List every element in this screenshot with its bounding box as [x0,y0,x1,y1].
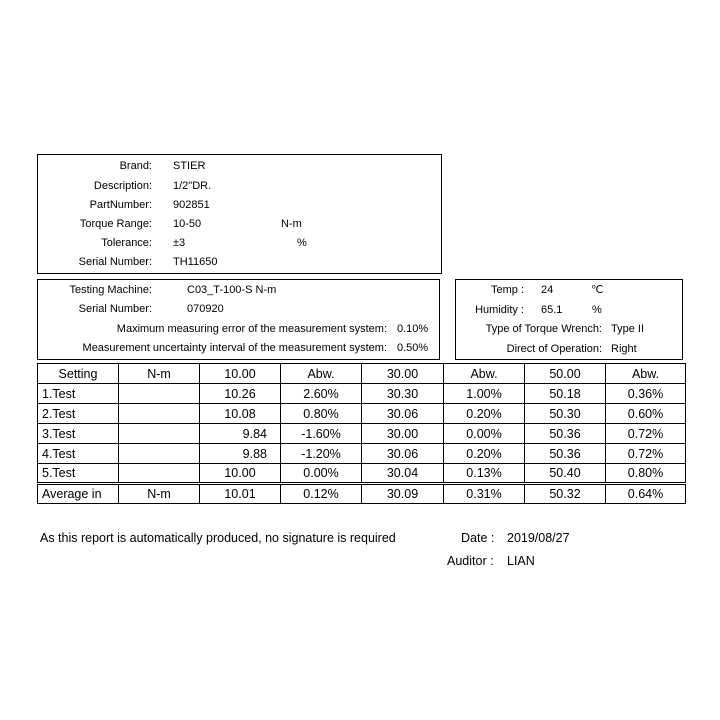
table-cell: 0.72% [606,444,686,464]
test-label-cell: 3.Test [38,424,119,444]
table-cell: 0.00% [444,424,525,444]
uncertainty-value: 0.50% [397,342,429,354]
results-table [37,363,686,504]
header-cell: Abw. [444,364,525,384]
humidity-unit: % [592,304,602,316]
direction-label: Direct of Operation: [506,343,602,355]
table-cell: 0.20% [444,444,525,464]
average-label-cell: Average in [38,484,119,504]
header-cell: Abw. [606,364,686,384]
table-cell: 10.08 [200,404,281,424]
table-cell: 0.36% [606,384,686,404]
torque-range-value: 10-50 [173,218,202,230]
wrench-type-label: Type of Torque Wrench: [485,323,602,335]
table-cell: 1.00% [444,384,525,404]
table-cell: 10.00 [200,464,281,484]
average-cell: 0.64% [606,484,686,504]
serial-number-value: TH11650 [173,256,218,268]
tolerance-value: ±3 [173,237,186,249]
machine-serial-value: 070920 [187,303,224,315]
test-label-cell: 2.Test [38,404,119,424]
table-cell: 50.36 [525,444,606,464]
table-cell: 0.20% [444,404,525,424]
table-cell: 0.60% [606,404,686,424]
tolerance-label: Tolerance: [101,237,152,249]
table-cell: 0.80% [281,404,362,424]
table-header-row [38,364,686,384]
table-cell: 9.84 [200,424,281,444]
header-cell: Abw. [281,364,362,384]
test-label-cell: 1.Test [38,384,119,404]
table-cell: 0.72% [606,424,686,444]
wrench-type-value: Type II [611,323,645,335]
auto-report-note: As this report is automatically produced, no signature is required [40,531,396,545]
average-cell: 10.01 [200,484,281,504]
torque-range-label: Torque Range: [79,218,152,230]
header-cell: N-m [119,364,200,384]
temp-unit: ℃ [591,284,604,296]
table-cell: 0.80% [606,464,686,484]
table-cell: 50.18 [525,384,606,404]
test-label-cell: 5.Test [38,464,119,484]
uncertainty-label: Measurement uncertainty interval of the measurement system: [82,342,387,354]
table-cell: -1.20% [281,444,362,464]
auditor-label: Auditor : [447,554,494,568]
table-cell: 50.30 [525,404,606,424]
description-value: 1/2"DR. [173,180,212,192]
table-cell: 30.30 [362,384,444,404]
table-row [38,464,686,484]
table-cell: 0.00% [281,464,362,484]
table-cell [119,404,200,424]
partnumber-label: PartNumber: [89,199,152,211]
tolerance-unit: % [297,237,307,249]
date-label: Date : [461,531,495,545]
table-row [38,384,686,404]
table-cell: 30.06 [362,444,444,464]
testing-machine-value: C03_T-100-S N-m [187,284,277,296]
max-error-value: 0.10% [397,323,429,335]
table-cell [119,424,200,444]
brand-label: Brand: [119,160,152,172]
table-cell: 0.13% [444,464,525,484]
machine-serial-label: Serial Number: [78,303,152,315]
description-label: Description: [93,180,152,192]
max-error-label: Maximum measuring error of the measurement system: [116,323,387,335]
testing-machine-label: Testing Machine: [69,284,152,296]
header-cell: 30.00 [362,364,444,384]
auditor-value: LIAN [507,554,535,568]
header-cell: 50.00 [525,364,606,384]
table-cell [119,464,200,484]
average-cell: 0.12% [281,484,362,504]
table-row [38,424,686,444]
table-cell: 2.60% [281,384,362,404]
direction-value: Right [611,343,637,355]
table-cell: 10.26 [200,384,281,404]
header-cell: Setting [38,364,119,384]
table-cell: 50.40 [525,464,606,484]
average-cell: 50.32 [525,484,606,504]
brand-value: STIER [173,160,206,172]
torque-unit: N-m [281,218,302,230]
temp-label: Temp : [490,284,524,296]
table-cell [119,384,200,404]
header-cell: 10.00 [200,364,281,384]
partnumber-value: 902851 [173,199,210,211]
table-cell: 30.06 [362,404,444,424]
temp-value: 24 [541,284,554,296]
table-row [38,404,686,424]
date-value: 2019/08/27 [507,531,570,545]
table-cell [119,444,200,464]
table-cell: 30.00 [362,424,444,444]
table-cell: 30.04 [362,464,444,484]
average-cell: 30.09 [362,484,444,504]
average-cell: 0.31% [444,484,525,504]
humidity-label: Humidity : [475,304,524,316]
table-cell: 9.88 [200,444,281,464]
table-cell: -1.60% [281,424,362,444]
test-label-cell: 4.Test [38,444,119,464]
average-row [38,484,686,504]
table-row [38,444,686,464]
serial-number-label: Serial Number: [78,256,152,268]
average-unit-cell: N-m [119,484,200,504]
table-cell: 50.36 [525,424,606,444]
humidity-value: 65.1 [541,304,563,316]
